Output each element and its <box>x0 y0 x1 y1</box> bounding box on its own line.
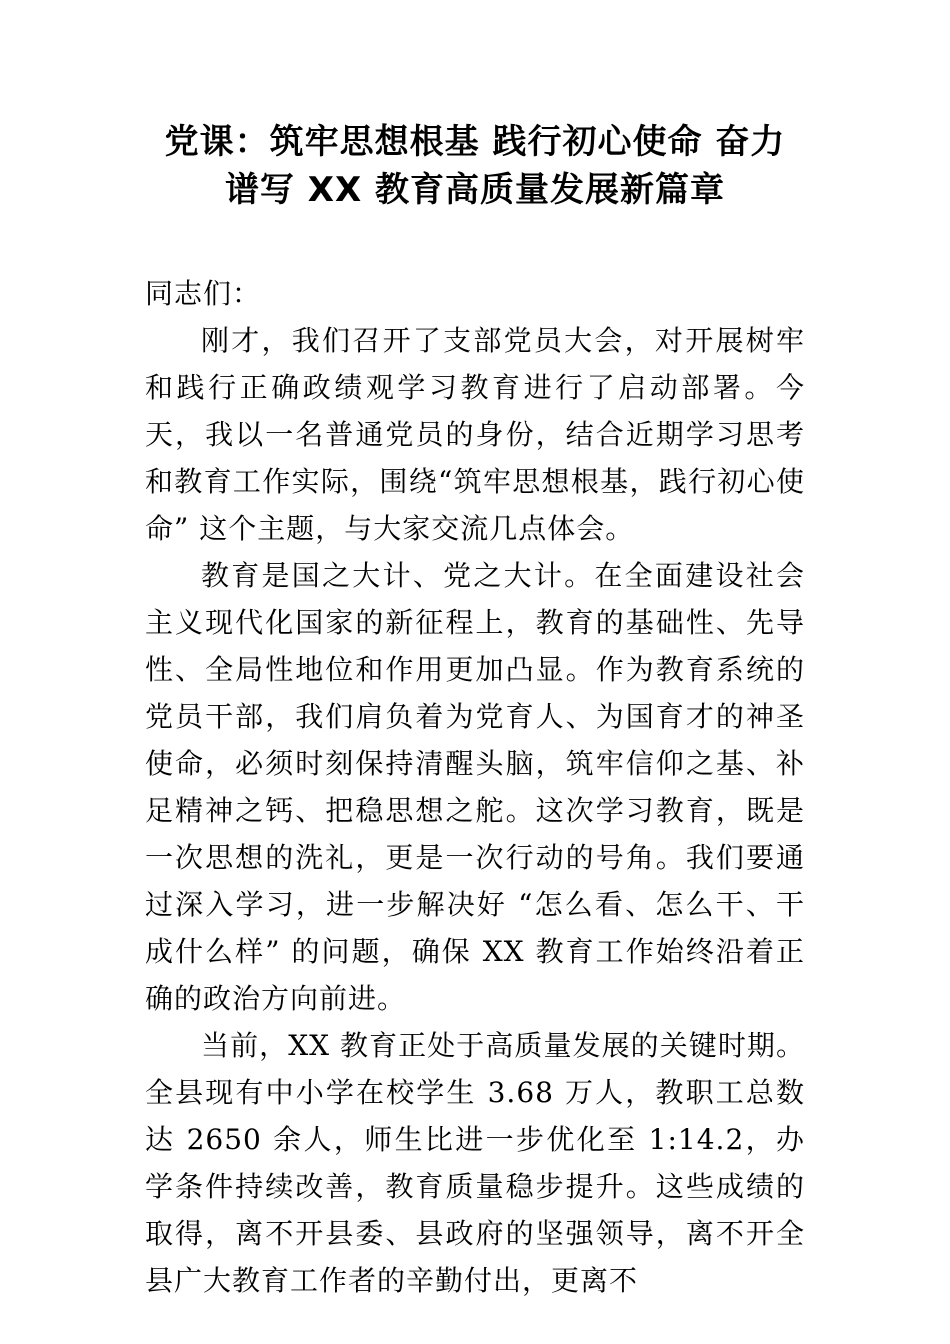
document-title-line-2: 谱写 XX 教育高质量发展新篇章 <box>224 170 726 210</box>
paragraph-opening: 刚才，我们召开了支部党员大会，对开展树牢和践行正确政绩观学习教育进行了启动部署。今天，我以一名普通党员的身份，结合近期学习思考和教育工作实际，围绕“筑牢思想根基，践行初心使命” 这个主题，与大家交流几点体会。 <box>145 324 805 545</box>
salutation-line: 同志们： <box>145 277 262 310</box>
document-body <box>145 270 805 1304</box>
paragraph-education-importance: 教育是国之大计、党之大计。在全面建设社会主义现代化国家的新征程上，教育的基础性、先导性、全局性地位和作用更加凸显。作为教育系统的党员干部，我们肩负着为党育人、为国育才的神圣使命，必须时刻保持清醒头脑，筑牢信仰之基、补足精神之钙、把稳思想之舵。这次学习教育，既是一次思想的洗礼，更是一次行动的号角。我们要通过深入学习，进一步解决好 “怎么看、怎么干、干成什么样” 的问题，确保 XX 教育工作始终沿着正确的政治方向前进。 <box>145 559 805 1015</box>
paragraph-current-situation: 当前，XX 教育正处于高质量发展的关键时期。全县现有中小学在校学生 3.68 万人，教职工总数达 2650 余人，师生比进一步优化至 1:14.2，办学条件持续改善，教育质量稳步提升。这些成绩的取得，离不开县委、县政府的坚强领导，离不开全县广大教育工作者的辛勤付出，更离不 <box>145 1029 805 1297</box>
document-title <box>145 118 805 214</box>
document-title-line-1: 党课：筑牢思想根基 践行初心使命 奋力 <box>164 122 786 162</box>
